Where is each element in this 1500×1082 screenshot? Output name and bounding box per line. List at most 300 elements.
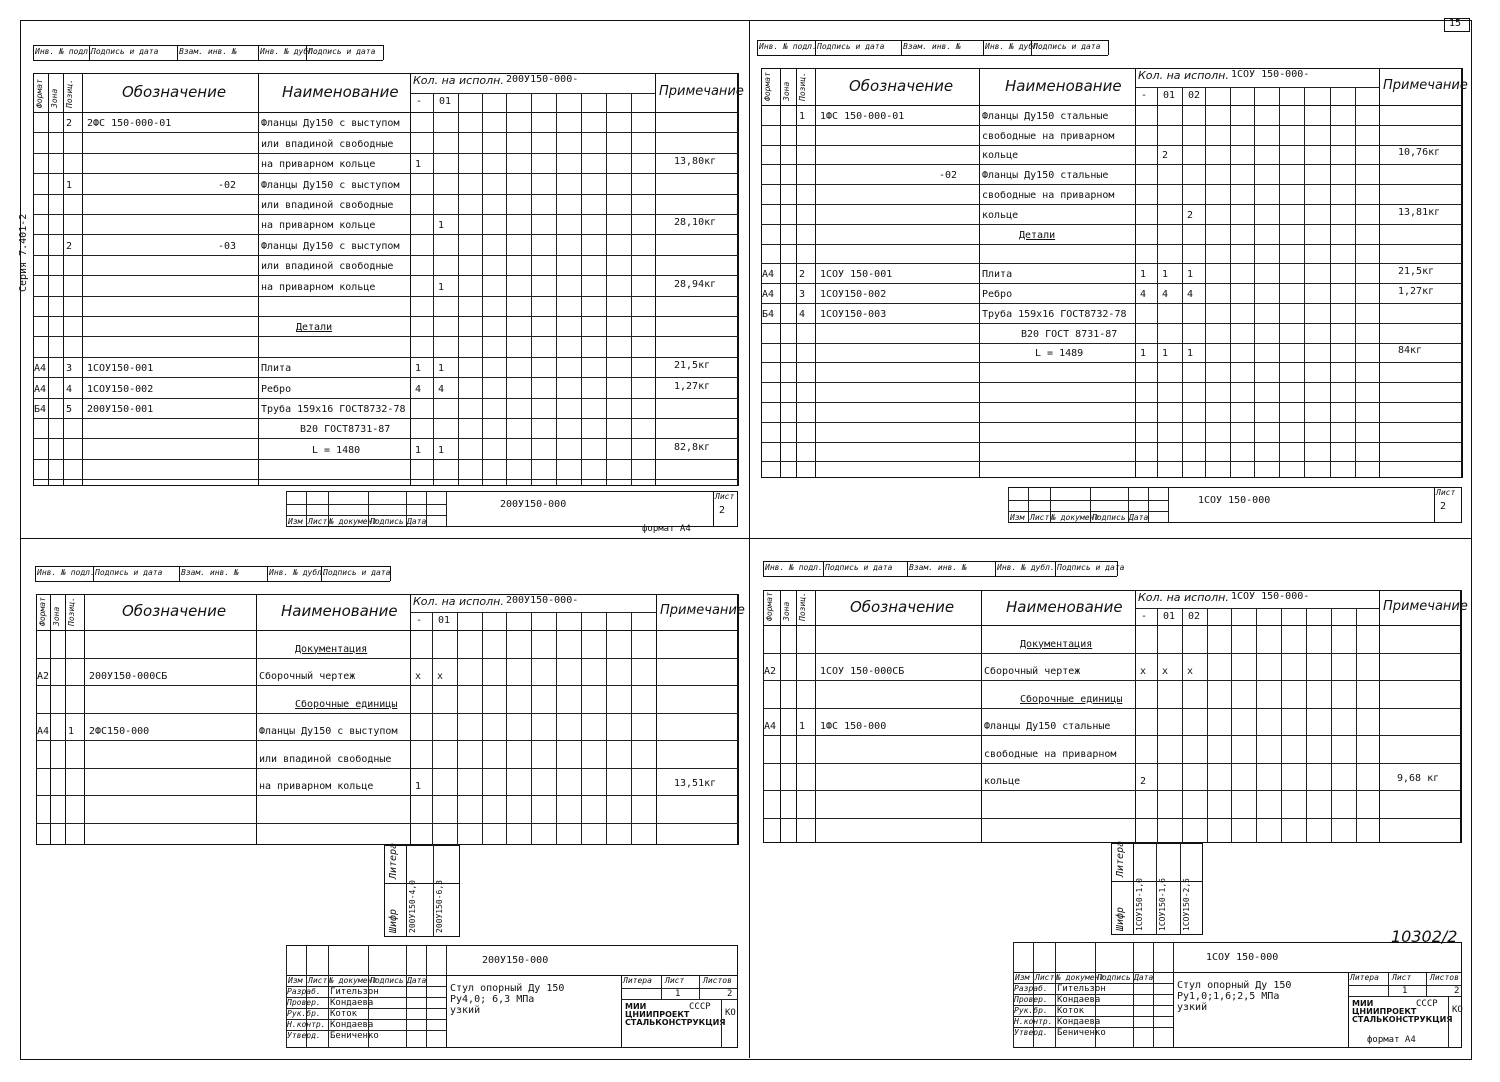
br-row-rule xyxy=(763,763,1461,764)
row-pozits: 1 xyxy=(799,721,806,732)
stamp-head-podp_data2: Подпись и дата xyxy=(323,568,391,577)
tl-col-zona: Зона xyxy=(50,88,59,108)
br-shifr-rule xyxy=(1180,843,1181,935)
row-pozits: 1 xyxy=(68,726,75,737)
stamp-head-podp_data: Подпись и дата xyxy=(95,568,163,577)
bl-tb-listov: Листов xyxy=(703,976,732,985)
row-pozits: 5 xyxy=(66,404,73,415)
row-primech: 13,51кг xyxy=(674,778,717,789)
row-qty-1: 2 xyxy=(1162,150,1169,162)
middle-divider xyxy=(20,538,1472,539)
tr-col-rule xyxy=(815,68,816,478)
row-naimen: или впадиной свободные xyxy=(261,261,394,273)
bl-col-rule xyxy=(50,594,51,845)
br-qty-col-rule xyxy=(1207,608,1208,844)
tl-row-rule xyxy=(33,377,738,378)
row-oboznach: 1СОУ 150-000СБ xyxy=(820,666,905,677)
stamp-head-podp_data: Подпись и дата xyxy=(91,47,159,56)
br-shifr-rule xyxy=(1133,843,1134,935)
row-qty-2: 1 xyxy=(1187,269,1194,281)
br-tb-role-nkontr: Н.контр. xyxy=(1014,1017,1053,1026)
br-qty-head-c02: 02 xyxy=(1188,610,1201,622)
stamp-head-col xyxy=(306,45,307,60)
tl-tb-code: 200У150-000 xyxy=(500,499,567,510)
stamp-head-bottom xyxy=(33,60,383,61)
tr-col-kol: Кол. на исполн. xyxy=(1138,69,1229,82)
row-primech: 28,10кг xyxy=(674,217,717,229)
tr-col-rule xyxy=(1462,68,1463,478)
bl-row-rule xyxy=(36,713,738,714)
stamp-head-inv_dubl: Инв. № дубл. xyxy=(260,47,318,56)
tl-row-rule xyxy=(33,296,738,297)
bl-qty-col-rule xyxy=(506,612,507,845)
br-org-logo: МИИ ЦНИИПРОЕКТ СТАЛЬКОНСТРУКЦИЯ xyxy=(1352,999,1453,1024)
br-tb-person: Гительзон xyxy=(1057,984,1106,994)
bl-tb-col xyxy=(446,975,447,1048)
row-oboznach: 200У150-000СБ xyxy=(89,671,168,682)
tl-col-rule xyxy=(82,73,83,486)
tl-col-prim: Примечание xyxy=(659,83,744,99)
stamp-head-bottom xyxy=(35,581,390,582)
tl-row-rule xyxy=(33,357,738,358)
bl-org-country: СССР xyxy=(689,1002,711,1012)
stamp-head-top xyxy=(757,40,1108,41)
br-tb-col xyxy=(1348,972,1349,1048)
br-tb-podpis: Подпись xyxy=(1097,973,1131,982)
row-qty-0: 1 xyxy=(415,444,422,456)
row-qty-2: х xyxy=(1187,666,1194,677)
tl-row-rule xyxy=(33,132,738,133)
row-primech: 21,5кг xyxy=(674,360,711,372)
bl-tb-role-rukgr: Рук.бр. xyxy=(287,1009,321,1018)
row-section-heading: Документация xyxy=(295,643,368,655)
row-naimen: на приварном кольце xyxy=(261,159,376,171)
tl-tb-list-label: Лист xyxy=(715,492,735,501)
tl-row-rule xyxy=(33,234,738,235)
br-tb-col xyxy=(1153,942,1154,1048)
row-pozits: 2 xyxy=(799,269,806,281)
tr-col-zona: Зона xyxy=(782,81,791,101)
tr-tb-code: 1СОУ 150-000 xyxy=(1198,495,1271,506)
row-pozits: 2 xyxy=(66,118,73,130)
tl-qty-header-divider xyxy=(410,93,655,94)
tl-qty-col-rule xyxy=(631,93,632,487)
br-tb-col xyxy=(1426,972,1427,996)
row-oboznach: 1ФС 150-000-01 xyxy=(820,110,905,122)
tl-row-rule xyxy=(33,316,738,317)
tr-qty-head-c01: 01 xyxy=(1163,89,1176,101)
bl-qty-col-rule xyxy=(457,612,458,845)
drawing-stamp: 10302/2 xyxy=(1391,927,1458,946)
bl-tb-ndok: № документ xyxy=(329,976,378,985)
bl-litera-label: Литера xyxy=(388,842,399,879)
stamp-head-inv_podl: Инв. № подл. xyxy=(35,47,93,56)
tl-row-rule xyxy=(33,194,738,195)
stamp-head-col xyxy=(89,45,90,60)
tr-header-code: 1СОУ 150-000- xyxy=(1231,69,1310,80)
row-qty-0: 4 xyxy=(1140,289,1147,300)
row-qty-1: 1 xyxy=(438,444,445,456)
tr-tb-rule xyxy=(1008,487,1462,488)
tr-tb-list: Лист xyxy=(1030,513,1050,522)
row-naimen: В20 ГОСТ 8731-87 xyxy=(1021,328,1118,340)
stamp-head-col xyxy=(267,566,268,581)
row-pozits: 4 xyxy=(799,308,806,320)
row-format: А4 xyxy=(762,269,775,281)
row-qty-1: х xyxy=(1162,666,1169,677)
stamp-head-col xyxy=(1108,40,1109,55)
row-oboznach: -02 xyxy=(218,179,237,191)
bl-col-prim: Примечание xyxy=(660,603,745,618)
br-row-rule xyxy=(763,653,1461,654)
tl-row-rule xyxy=(33,336,738,337)
row-naimen: Труба 159х16 ГОСТ8732-78 xyxy=(261,404,406,415)
br-tb-list-head: Лист xyxy=(1392,973,1412,982)
row-oboznach: 2ФС 150-000-01 xyxy=(87,118,172,130)
tl-qty-col-rule xyxy=(556,93,557,487)
row-format: А4 xyxy=(34,383,47,395)
tl-tb-podpis: Подпись xyxy=(370,517,404,526)
br-qty-col-rule xyxy=(1281,608,1282,844)
stamp-head-inv_podl: Инв. № подл. xyxy=(37,568,95,577)
bl-tb-data: Дата xyxy=(407,976,427,985)
br-tb-izm: Изм xyxy=(1015,973,1030,982)
bl-col-format: Формат xyxy=(38,597,47,626)
row-qty-2: 1 xyxy=(1187,348,1194,360)
bl-tb-col xyxy=(661,975,662,999)
tr-row-rule xyxy=(761,402,1462,403)
row-naimen: Фланцы Ду150 стальные xyxy=(982,170,1109,182)
row-primech: 84кг xyxy=(1398,345,1423,357)
row-qty-0: 1 xyxy=(415,159,422,171)
row-naimen: на приварном кольце xyxy=(261,220,376,232)
row-qty-1: 4 xyxy=(438,383,445,395)
bl-col-rule xyxy=(65,594,66,845)
bl-qty-header-divider xyxy=(410,612,656,613)
tr-col-rule xyxy=(796,68,797,478)
stamp-head-podp_data: Подпись и дата xyxy=(817,42,885,51)
stamp-head-col xyxy=(823,561,824,576)
br-qty-col-rule xyxy=(1331,608,1332,844)
row-naimen: Сборочный чертеж xyxy=(259,671,356,682)
tl-tb-col xyxy=(446,491,447,527)
bl-col-naimen: Наименование xyxy=(281,602,398,620)
tl-row-rule xyxy=(33,153,738,154)
tl-tb-rule xyxy=(286,515,446,516)
row-qty-1: 4 xyxy=(1162,289,1169,300)
tr-col-naimen: Наименование xyxy=(1005,76,1122,95)
row-qty-1: 1 xyxy=(438,281,445,293)
format-label: формат А4 xyxy=(1367,1035,1416,1045)
stamp-head-vzam_inv: Взам. инв. № xyxy=(179,47,237,56)
tl-row-rule xyxy=(33,459,738,460)
tr-qty-head-dash: - xyxy=(1141,89,1148,101)
tr-tb-podpis: Подпись xyxy=(1092,513,1126,522)
tl-col-format: Формат xyxy=(35,79,44,108)
tr-row-rule xyxy=(761,145,1462,146)
tl-qty-col-rule xyxy=(482,93,483,487)
br-col-format: Формат xyxy=(765,592,774,621)
row-oboznach: 1СОУ150-001 xyxy=(87,363,154,375)
tl-qty-col-rule xyxy=(506,93,507,487)
row-oboznach: 2ФС150-000 xyxy=(89,726,150,737)
tl-row-rule xyxy=(33,418,738,419)
row-naimen: Фланцы Ду150 с выступом xyxy=(261,118,400,130)
br-qty-col-rule xyxy=(1356,608,1357,844)
tr-row-rule xyxy=(761,263,1462,264)
bl-qty-col-rule xyxy=(606,612,607,845)
bl-tb-role-prover: Провер. xyxy=(287,998,321,1007)
br-qty-header-divider xyxy=(1135,608,1379,609)
tr-row-rule xyxy=(761,323,1462,324)
stamp-head-inv_podl: Инв. № подл. xyxy=(765,563,823,572)
tr-tb-data: Дата xyxy=(1129,513,1149,522)
stamp-head-inv_dubl: Инв. № дубл. xyxy=(997,563,1055,572)
stamp-head-inv_dubl: Инв. № дубл. xyxy=(985,42,1043,51)
tl-col-pozits: Позиц. xyxy=(65,79,74,108)
row-naimen: Фланцы Ду150 с выступом xyxy=(261,179,400,191)
row-primech: 1,27кг xyxy=(674,380,711,392)
bl-row-rule xyxy=(36,768,738,769)
bl-shifr-rule xyxy=(433,845,434,937)
row-naimen: или впадиной свободные xyxy=(259,753,392,765)
row-oboznach: 1ФС 150-000 xyxy=(820,721,887,732)
br-qty-head-c01: 01 xyxy=(1163,610,1176,622)
row-primech: 82,8кг xyxy=(674,441,711,453)
bl-tb-litera: Литера xyxy=(623,976,652,985)
bl-tb-role-razrab: Разраб. xyxy=(287,987,321,996)
br-tb-list: Лист xyxy=(1035,973,1055,982)
bl-tb-role-utverd: Утверд. xyxy=(287,1031,321,1040)
tl-tb-list: Лист xyxy=(308,517,328,526)
br-tb-person: Кондаева xyxy=(1057,1017,1101,1027)
stamp-head-vzam_inv: Взам. инв. № xyxy=(903,42,961,51)
br-tb-title-line: узкий xyxy=(1177,1002,1208,1013)
br-shifr-code: 1СОУ150-1,0 xyxy=(1135,878,1144,931)
stamp-head-col xyxy=(907,561,908,576)
bl-qty-head-dash: - xyxy=(416,615,423,626)
tl-col-rule xyxy=(63,73,64,486)
tr-col-prim: Примечание xyxy=(1383,77,1468,93)
br-tb-person: Бениченко xyxy=(1057,1028,1106,1038)
tl-row-rule xyxy=(33,214,738,215)
row-qty-0: 1 xyxy=(415,363,422,375)
stamp-head-col xyxy=(35,566,36,581)
bl-tb-title-line: Ру4,0; 6,3 МПа xyxy=(450,994,535,1005)
br-tb-title-line: Ру1,0;1,6;2,5 МПа xyxy=(1177,991,1280,1002)
row-format: А4 xyxy=(34,363,47,375)
row-format: А4 xyxy=(762,289,775,300)
br-col-naimen: Наименование xyxy=(1006,597,1123,616)
center-divider xyxy=(749,20,750,1058)
br-col-rule xyxy=(796,590,797,843)
tr-col-oboznach: Обозначение xyxy=(849,76,954,95)
row-section-heading: Детали xyxy=(1019,229,1056,241)
row-naimen: или впадиной свободные xyxy=(261,138,394,150)
tr-col-rule xyxy=(780,68,781,478)
br-col-rule xyxy=(981,590,982,843)
bl-row-rule xyxy=(36,823,738,824)
stamp-head-top xyxy=(35,566,390,567)
row-oboznach: 1СОУ150-002 xyxy=(87,383,154,395)
br-tb-role-utverd: Утверд. xyxy=(1014,1028,1048,1037)
tr-row-rule xyxy=(761,244,1462,245)
bl-tb-person: Коток xyxy=(330,1009,358,1019)
tr-tb-col xyxy=(1028,487,1029,523)
row-pozits: 2 xyxy=(66,240,73,252)
bl-tb-podpis: Подпись xyxy=(370,976,404,985)
stamp-head-vzam_inv: Взам. инв. № xyxy=(181,568,239,577)
stamp-head-col xyxy=(983,40,984,55)
series-label: Серия 7.401-2 xyxy=(18,213,29,292)
row-pozits: 4 xyxy=(66,383,73,395)
stamp-head-col xyxy=(1055,561,1056,576)
bl-tb-title-line: узкий xyxy=(450,1005,481,1016)
row-qty-2: 4 xyxy=(1187,289,1194,300)
row-pozits: 1 xyxy=(799,110,806,122)
br-row-rule xyxy=(763,680,1461,681)
tr-col-rule xyxy=(1379,68,1380,478)
br-row-rule xyxy=(763,735,1461,736)
row-naimen: Фланцы Ду150 стальные xyxy=(984,721,1111,732)
stamp-head-top xyxy=(33,45,383,46)
br-col-oboznach: Обозначение xyxy=(850,597,955,616)
br-qty-col-rule xyxy=(1231,608,1232,844)
br-tb-sheet-num: 1 xyxy=(1402,986,1408,996)
row-section-heading: Детали xyxy=(296,322,333,334)
tl-tb-rule xyxy=(286,491,738,492)
tl-header-bottom xyxy=(33,112,738,113)
tr-tb-col xyxy=(1008,487,1009,523)
tl-col-oboznach: Обозначение xyxy=(122,82,227,101)
tl-row-rule xyxy=(33,438,738,439)
br-tb-col xyxy=(1173,972,1174,1048)
row-format: А4 xyxy=(764,721,777,732)
tl-qty-col-rule xyxy=(433,93,434,487)
tl-col-rule xyxy=(410,73,411,486)
tr-tb-list-label: Лист xyxy=(1436,488,1456,497)
row-naimen: кольце xyxy=(982,209,1019,221)
format-label: формат А4 xyxy=(642,524,691,534)
row-naimen: на приварном кольце xyxy=(261,281,376,293)
bl-qty-col-rule xyxy=(581,612,582,845)
tr-row-rule xyxy=(761,422,1462,423)
stamp-head-col xyxy=(321,566,322,581)
row-format: А4 xyxy=(37,726,50,737)
row-pozits: 3 xyxy=(799,289,806,300)
stamp-head-col xyxy=(258,45,259,60)
tr-tb-sheet: 2 xyxy=(1440,501,1447,512)
bl-shifr-rule xyxy=(406,845,407,937)
bl-col-rule xyxy=(656,594,657,845)
bl-row-rule xyxy=(36,795,738,796)
bl-qty-head-c01: 01 xyxy=(438,615,451,626)
bl-org-ko: КО xyxy=(725,1008,736,1018)
row-oboznach: 1СОУ150-003 xyxy=(820,308,887,320)
br-tb-title-line: Стул опорный Ду 150 xyxy=(1177,980,1292,991)
br-row-rule xyxy=(763,708,1461,709)
br-shifr-label: Шифр xyxy=(1115,906,1126,931)
row-qty-0: х xyxy=(415,671,422,682)
row-naimen: L = 1480 xyxy=(312,444,361,456)
br-tb-litera: Литера xyxy=(1350,973,1379,982)
br-qty-head-dash: - xyxy=(1141,610,1148,622)
row-primech: 21,5кг xyxy=(1398,266,1435,278)
stamp-head-podp_data: Подпись и дата xyxy=(825,563,893,572)
tr-row-rule xyxy=(761,362,1462,363)
stamp-head-col xyxy=(757,40,758,55)
bl-row-rule xyxy=(36,658,738,659)
tr-qty-head-c02: 02 xyxy=(1188,89,1201,101)
row-qty-0: х xyxy=(1140,666,1147,677)
stamp-head-podp_data2: Подпись и дата xyxy=(308,47,376,56)
row-naimen: на приварном кольце xyxy=(259,781,374,792)
bl-col-zona: Зона xyxy=(52,606,61,626)
bl-row-rule xyxy=(36,685,738,686)
bl-tb-col xyxy=(699,975,700,999)
tl-header-code: 200У150-000- xyxy=(506,74,579,85)
row-section-heading: Сборочные единицы xyxy=(1020,693,1123,705)
row-qty-0: 4 xyxy=(415,383,422,395)
br-qty-col-rule xyxy=(1157,608,1158,844)
tr-row-rule xyxy=(761,164,1462,165)
tl-tb-ndok: № документ xyxy=(329,517,378,526)
row-qty-2: 2 xyxy=(1187,209,1194,221)
br-col-rule xyxy=(815,590,816,843)
br-tb-role-rukgr: Рук.бр. xyxy=(1014,1006,1048,1015)
stamp-head-col xyxy=(383,45,384,60)
tr-row-rule xyxy=(761,283,1462,284)
stamp-head-col xyxy=(93,566,94,581)
bl-col-rule xyxy=(738,594,739,845)
stamp-head-col xyxy=(901,40,902,55)
stamp-head-col xyxy=(763,561,764,576)
stamp-head-podp_data2: Подпись и дата xyxy=(1033,42,1101,51)
br-row-rule xyxy=(763,818,1461,819)
tr-row-rule xyxy=(761,382,1462,383)
tl-qty-col-rule xyxy=(581,93,582,487)
row-naimen: Сборочный чертеж xyxy=(984,666,1081,677)
tl-col-kol: Кол. на исполн. xyxy=(413,74,504,87)
stamp-head-col xyxy=(179,566,180,581)
tl-row-rule xyxy=(33,173,738,174)
br-row-rule xyxy=(763,790,1461,791)
tr-col-pozits: Позиц. xyxy=(798,72,807,101)
row-naimen: Фланцы Ду150 стальные xyxy=(982,110,1109,122)
row-oboznach: 1СОУ150-002 xyxy=(820,289,887,300)
br-col-rule xyxy=(1379,590,1380,843)
tl-row-rule xyxy=(33,255,738,256)
row-naimen: Плита xyxy=(261,363,292,375)
tl-row-rule xyxy=(33,275,738,276)
br-shifr-code: 1СОУ150-1,6 xyxy=(1158,878,1168,931)
row-oboznach: 200У150-001 xyxy=(87,404,154,415)
row-format: А2 xyxy=(37,671,50,682)
bl-qty-col-rule xyxy=(482,612,483,845)
br-tb-listov: Листов xyxy=(1430,973,1459,982)
stamp-head-inv_dubl: Инв. № дубл. xyxy=(269,568,327,577)
row-naimen: свободные на приварном xyxy=(984,748,1117,760)
row-qty-1: х xyxy=(437,671,444,682)
row-oboznach: -03 xyxy=(218,240,237,252)
tl-col-naimen: Наименование xyxy=(282,82,399,101)
bl-tb-person: Кондаева xyxy=(330,998,374,1008)
tr-row-rule xyxy=(761,461,1462,462)
tr-header-bottom xyxy=(761,105,1462,106)
tr-row-rule xyxy=(761,125,1462,126)
row-qty-1: 1 xyxy=(1162,269,1169,281)
bl-col-rule xyxy=(256,594,257,845)
